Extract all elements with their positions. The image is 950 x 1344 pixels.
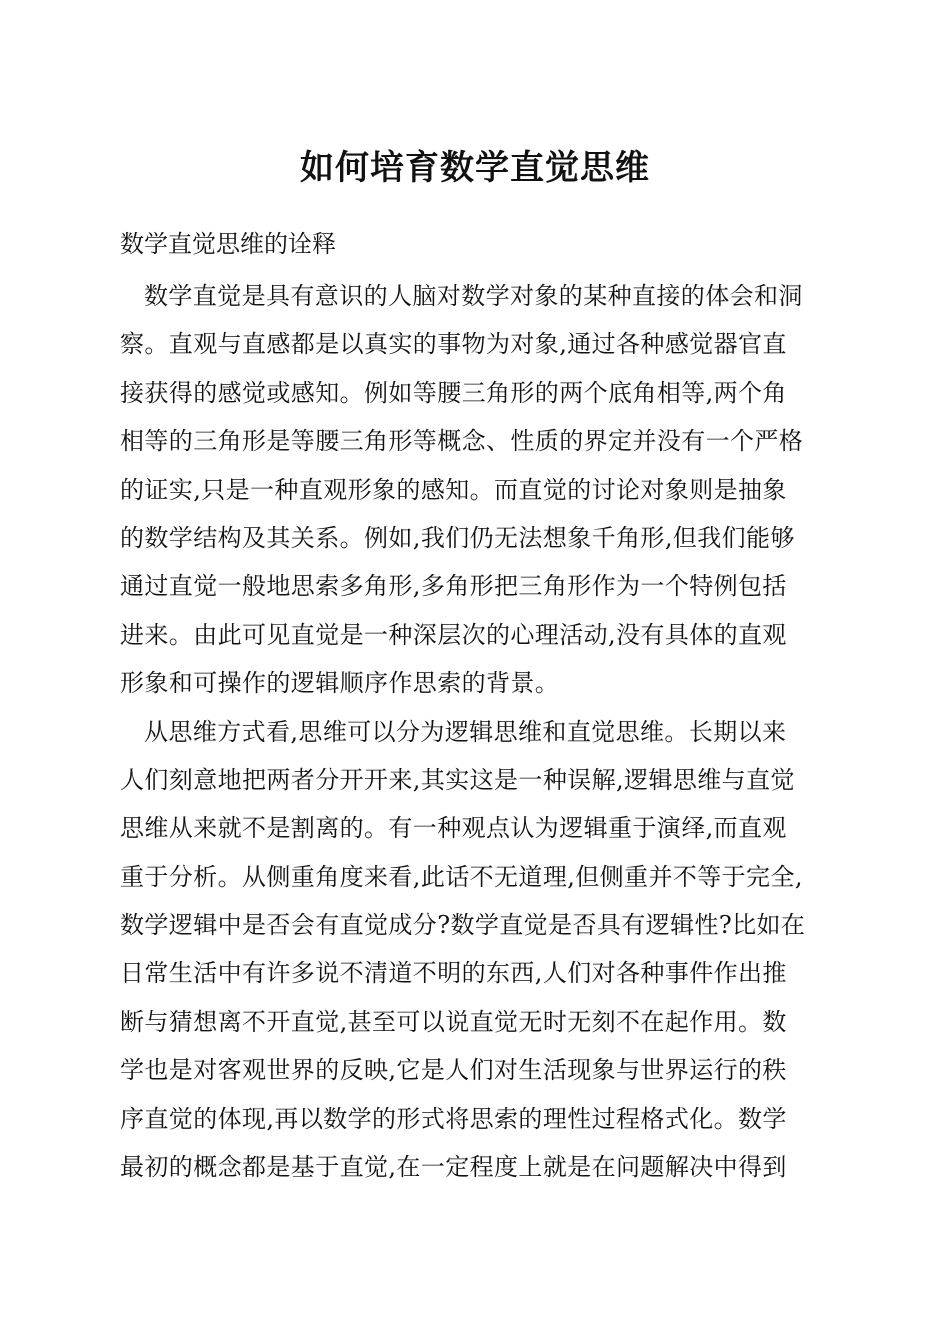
paragraph-line: 重于分析。从侧重角度来看,此话不无道理,但侧重并不等于完全, <box>120 862 803 891</box>
paragraph-1 <box>120 272 840 708</box>
paragraph-2 <box>120 708 840 1192</box>
document-title: 如何培育数学直觉思维 <box>300 148 650 188</box>
paragraph-line: 思维从来就不是割离的。有一种观点认为逻辑重于演绎,而直观 <box>120 814 787 843</box>
paragraph-line: 的证实,只是一种直观形象的感知。而直觉的讨论对象则是抽象 <box>120 475 787 504</box>
paragraph-line: 断与猜想离不开直觉,甚至可以说直觉无时无刻不在起作用。数 <box>120 1007 787 1036</box>
paragraph-line: 进来。由此可见直觉是一种深层次的心理活动,没有具体的直观 <box>120 620 787 649</box>
paragraph-line: 接获得的感觉或感知。例如等腰三角形的两个底角相等,两个角 <box>120 378 787 407</box>
paragraph-line: 最初的概念都是基于直觉,在一定程度上就是在问题解决中得到 <box>120 1153 787 1182</box>
paragraph-line: 数学直觉是具有意识的人脑对数学对象的某种直接的体会和洞 <box>144 282 803 310</box>
paragraph-line: 通过直觉一般地思索多角形,多角形把三角形作为一个特例包括 <box>120 572 787 601</box>
paragraph-line: 序直觉的体现,再以数学的形式将思索的理性过程格式化。数学 <box>120 1104 787 1133</box>
paragraph-line: 察。直观与直感都是以真实的事物为对象,通过各种感觉器官直 <box>120 330 787 359</box>
document-body <box>120 272 840 1191</box>
paragraph-line: 日常生活中有许多说不清道不明的东西,人们对各种事件作出推 <box>120 959 787 988</box>
paragraph-line: 数学逻辑中是否会有直觉成分?数学直觉是否具有逻辑性?比如在 <box>120 911 806 940</box>
paragraph-line: 人们刻意地把两者分开开来,其实这是一种误解,逻辑思维与直觉 <box>120 765 795 794</box>
paragraph-line: 相等的三角形是等腰三角形等概念、性质的界定并没有一个严格 <box>120 427 804 456</box>
section-heading: 数学直觉思维的诠释 <box>120 230 336 258</box>
paragraph-line: 从思维方式看,思维可以分为逻辑思维和直觉思维。长期以来 <box>144 717 787 746</box>
paragraph-line: 学也是对客观世界的反映,它是人们对生活现象与世界运行的秩 <box>120 1056 787 1085</box>
paragraph-line: 形象和可操作的逻辑顺序作思索的背景。 <box>120 669 560 698</box>
paragraph-line: 的数学结构及其关系。例如,我们仍无法想象千角形,但我们能够 <box>120 523 795 552</box>
